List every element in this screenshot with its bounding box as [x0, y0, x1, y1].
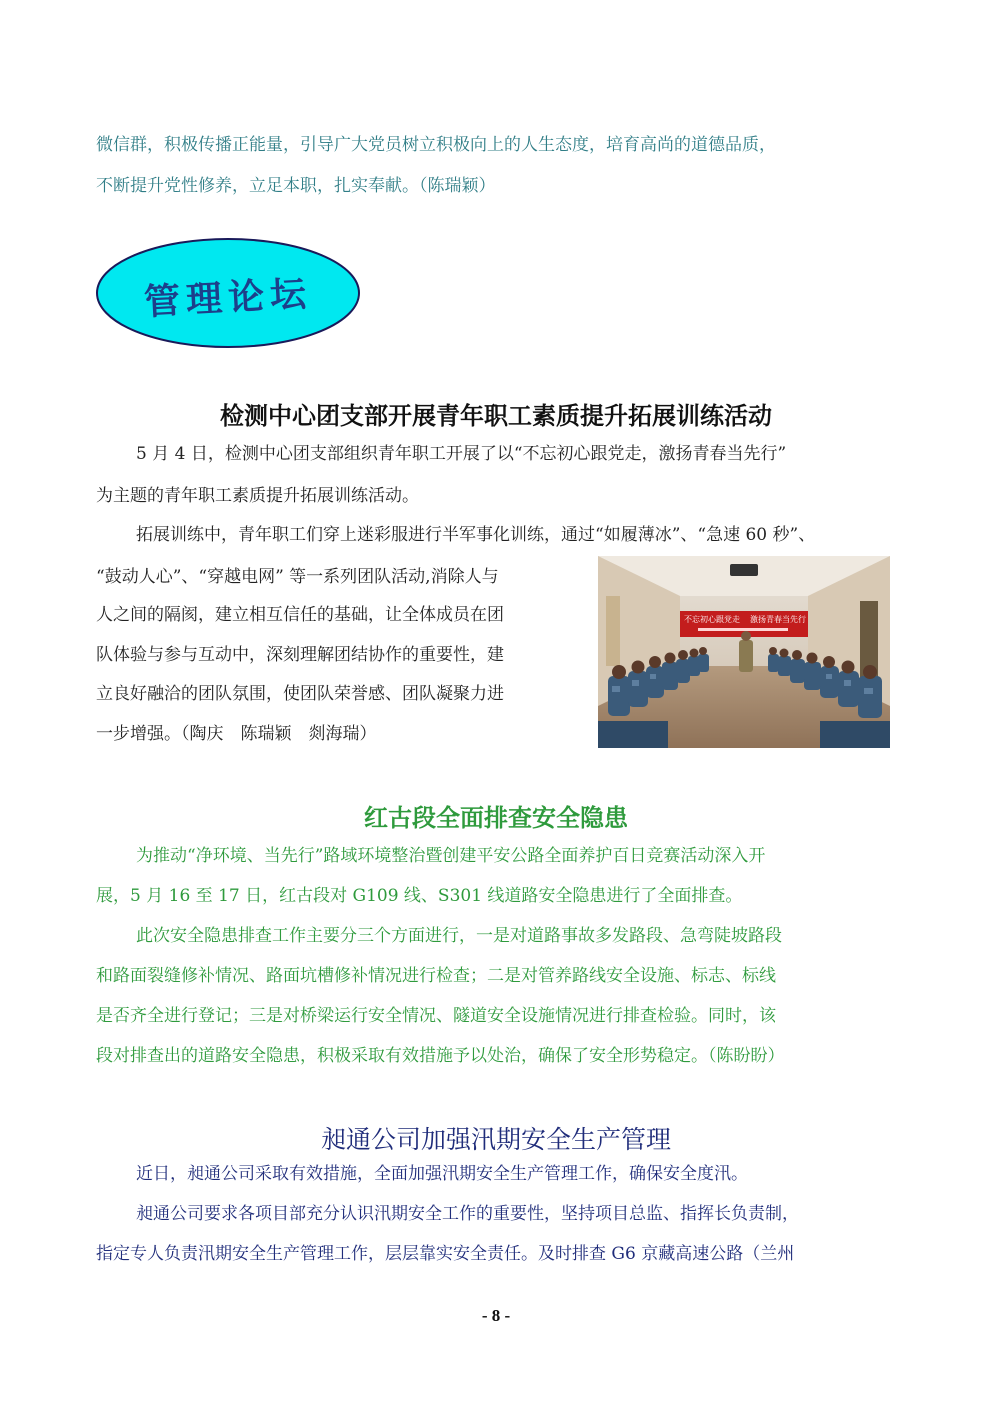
article1-line: 5 月 4 日，检测中心团支部组织青年职工开展了以“不忘初心跟党走，激扬青春当先行” — [136, 444, 787, 464]
article2-line: 展，5 月 16 至 17 日，红古段对 G109 线、S301 线道路安全隐患进行了全面排查。 — [96, 886, 743, 906]
article1-line: 人之间的隔阂，建立相互信任的基础，让全体成员在团 — [96, 605, 504, 625]
article3-line: 指定专人负责汛期安全生产管理工作，层层靠实安全责任。及时排查 G6 京藏高速公路（兰州 — [96, 1244, 795, 1264]
training-photo — [598, 556, 890, 748]
article2-line: 是否齐全进行登记；三是对桥梁运行安全情况、隧道安全设施情况进行排查检验。同时，该 — [96, 1006, 776, 1026]
article1-line: 队体验与参与互动中，深刻理解团结协作的重要性，建 — [96, 645, 504, 665]
article1-line: “鼓动人心”、“穿越电网” 等一系列团队活动,消除人与 — [96, 567, 499, 587]
banner-left-text: 不忘初心跟党走 — [684, 615, 740, 624]
article1-title: 检测中心团支部开展青年职工素质提升拓展训练活动 — [220, 402, 772, 430]
intro-line: 微信群，积极传播正能量，引导广大党员树立积极向上的人生态度，培育高尚的道德品质， — [96, 135, 776, 155]
section-badge — [95, 237, 361, 349]
article1-line: 为主题的青年职工素质提升拓展训练活动。 — [96, 486, 419, 506]
article3-line: 昶通公司要求各项目部充分认识汛期安全工作的重要性，坚持项目总监、指挥长负责制， — [136, 1204, 799, 1224]
article1-line: 拓展训练中，青年职工们穿上迷彩服进行半军事化训练，通过“如履薄冰”、“急速 60 秒”、 — [136, 525, 816, 545]
badge-label: 管理论坛 — [143, 272, 314, 324]
article2-line: 段对排查出的道路安全隐患，积极采取有效措施予以处治，确保了安全形势稳定。（陈盼盼） — [96, 1046, 785, 1066]
page-number: - 8 - — [481, 1306, 511, 1325]
article2-line: 为推动“净环境、当先行”路域环境整治暨创建平安公路全面养护百日竞赛活动深入开 — [136, 846, 766, 866]
training-photo-drawing — [598, 556, 890, 748]
article2-title: 红古段全面排查安全隐患 — [364, 804, 628, 832]
article2-line: 和路面裂缝修补情况、路面坑槽修补情况进行检查；二是对管养路线安全设施、标志、标线 — [96, 966, 776, 986]
article3-line: 近日，昶通公司采取有效措施，全面加强汛期安全生产管理工作，确保安全度汛。 — [136, 1164, 748, 1184]
intro-line: 不断提升党性修养，立足本职，扎实奉献。（陈瑞颖） — [96, 176, 496, 196]
banner-right-text: 激扬青春当先行 — [750, 615, 806, 624]
article1-line: 立良好融洽的团队氛围，使团队荣誉感、团队凝聚力进 — [96, 684, 504, 704]
article2-line: 此次安全隐患排查工作主要分三个方面进行，一是对道路事故多发路段、急弯陡坡路段 — [136, 926, 782, 946]
article1-line: 一步增强。（陶庆 陈瑞颖 剡海瑞） — [96, 724, 377, 744]
article3-title: 昶通公司加强汛期安全生产管理 — [320, 1125, 671, 1154]
